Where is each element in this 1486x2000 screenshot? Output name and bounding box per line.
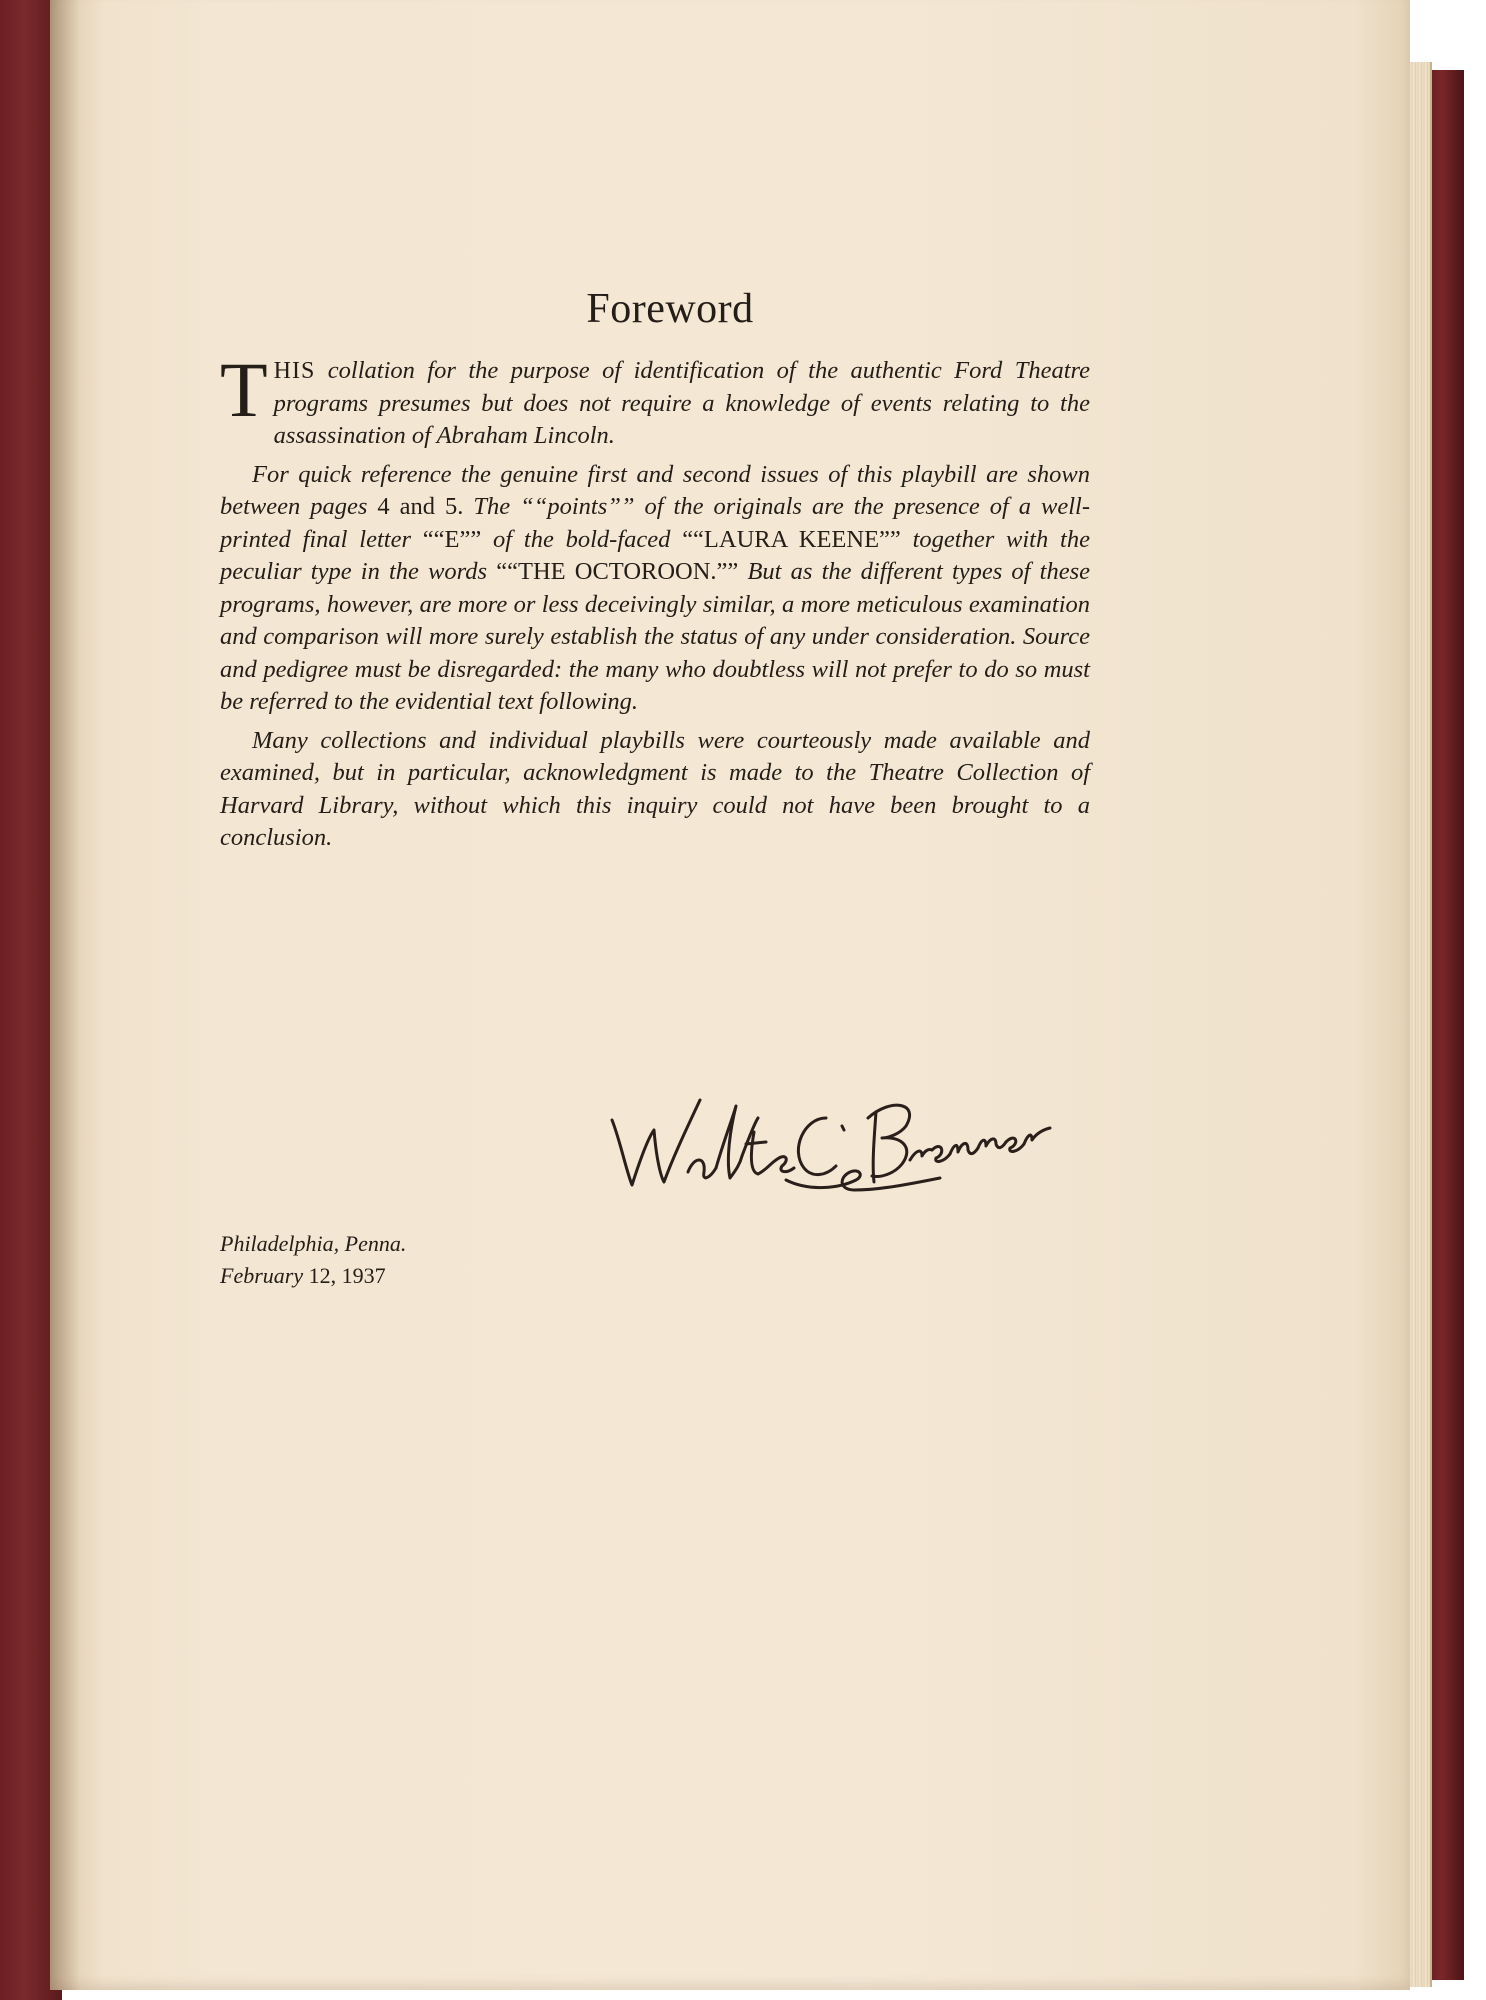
paragraph-2 bbox=[220, 459, 1090, 719]
p2-octoroon: ““THE OCTOROON.”” bbox=[496, 558, 739, 585]
p2-letter-e: ““E”” bbox=[422, 525, 482, 553]
p2-points: ““points”” bbox=[520, 493, 635, 520]
signature bbox=[590, 1060, 1090, 1210]
paragraph-1 bbox=[220, 346, 1090, 453]
p2-part3: of the originals are the presence of a well-printed final letter bbox=[220, 493, 1091, 553]
place: Philadelphia, Penna. bbox=[220, 1231, 407, 1256]
paragraph-1-text: collation for the purpose of identification of the authentic Ford Theatre programs presumes but does not require a knowledge of events relating to the assassination of Abraham Lincoln. bbox=[273, 357, 1090, 449]
p2-part5: together with the peculiar type in the words bbox=[220, 525, 1090, 585]
signature-handwriting bbox=[590, 1060, 1090, 1210]
place-and-date bbox=[220, 1228, 406, 1292]
p2-part6: But as the different types of these programs, however, are more or less deceivingly similar, a more meticulous examination and comparison will more surely establish the status of any under consideration. Source and pedigree must be disregarded: the many who doubtless will not prefer to do so must be referred to the evidential text following. bbox=[220, 558, 1090, 715]
date-rest: 12, 1937 bbox=[303, 1263, 386, 1288]
foreword-content bbox=[220, 285, 1090, 855]
gutter-shadow bbox=[50, 0, 80, 1990]
p2-pages: 4 and 5. bbox=[377, 493, 464, 520]
lead-word: HIS bbox=[273, 358, 316, 384]
p2-laura-keene: ““LAURA KEENE”” bbox=[682, 525, 901, 553]
date-month: February bbox=[220, 1263, 304, 1288]
p2-part2: The bbox=[463, 493, 521, 520]
p2-part1: For quick reference the genuine first and second issues of this playbill are shown between pages bbox=[220, 460, 1090, 520]
paragraph-3: Many collections and individual playbills were courteously made available and examined, but in particular, acknowledgment is made to the Theatre Collection of Harvard Library, without which this inquiry could not have been brought to a conclusion. bbox=[220, 726, 1090, 851]
page-title: Foreword bbox=[586, 286, 754, 332]
drop-cap: T bbox=[220, 346, 268, 433]
p2-part4: of the bold-faced bbox=[481, 525, 683, 553]
